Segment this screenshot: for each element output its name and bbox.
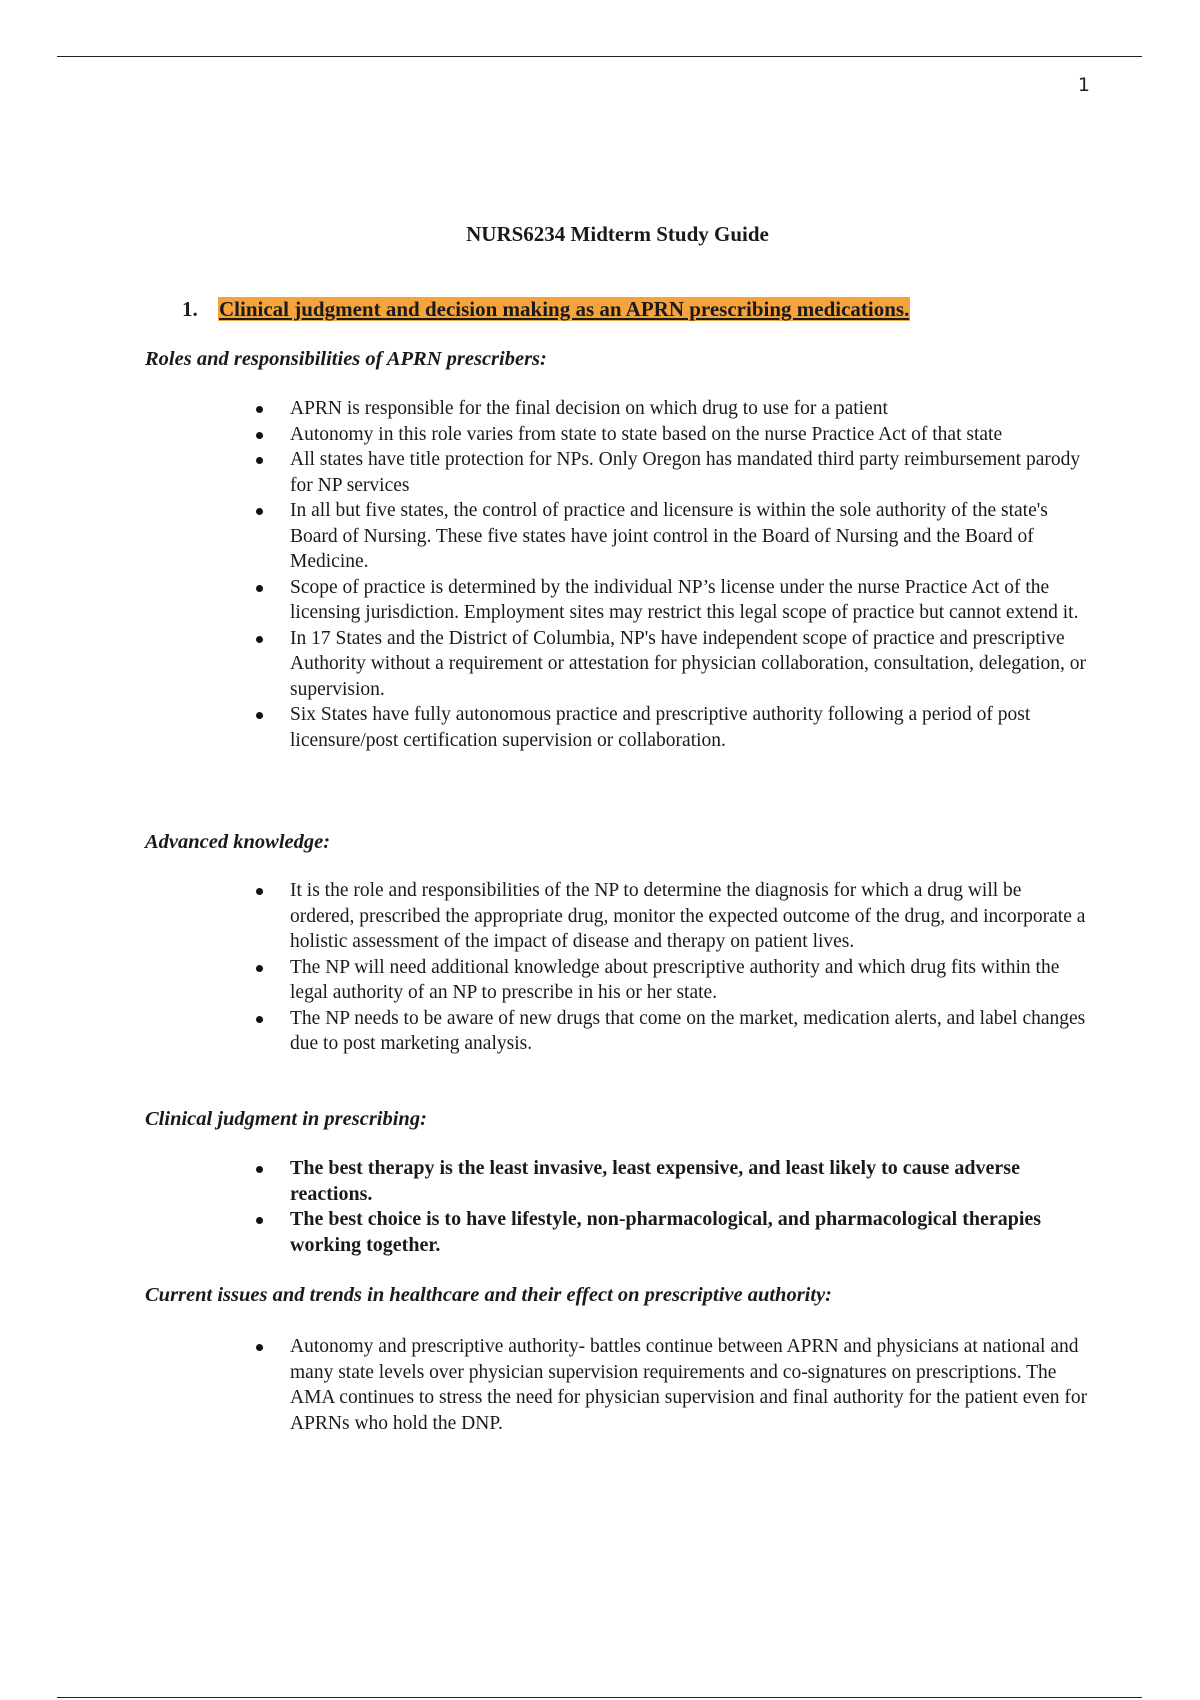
list-item-text: It is the role and responsibilities of the NP to determine the diagnosis for which a drug will be ordered, prescribed the appropriate drug, monitor the expected outcome of the drug, and incorporate a holistic assessment of the impact of disease and therapy on patient lives.	[290, 880, 1086, 952]
list-item-text: Autonomy and prescriptive authority- battles continue between APRN and physicians at national and many state levels over physician supervision requirements and co-signatures on prescriptions. The AMA continues to stress the need for physician supervision and final authority for the patient even for APRNs who hold the DNP.	[290, 1336, 1088, 1434]
list-item	[290, 498, 1090, 575]
footer-rule	[57, 1697, 1142, 1698]
list-item	[290, 1006, 1090, 1057]
bullet-list-advanced-knowledge	[290, 878, 1090, 1057]
header-rule	[57, 56, 1142, 57]
bullet-icon	[256, 636, 263, 643]
topic-highlight-text: Clinical judgment and decision making as an APRN prescribing medications.	[219, 297, 910, 321]
bullet-icon	[256, 1166, 263, 1173]
bullet-icon	[256, 585, 263, 592]
bullet-icon	[256, 457, 263, 464]
list-item	[290, 447, 1090, 498]
list-item	[290, 396, 1090, 422]
bullet-icon	[256, 508, 263, 515]
list-item	[290, 702, 1090, 753]
list-item-text: Scope of practice is determined by the individual NP’s license under the nurse Practice Act of the licensing jurisdiction. Employment sites may restrict this legal scope of practice but cannot extend it.	[290, 576, 1079, 623]
bullet-icon	[256, 888, 263, 895]
list-item-text: All states have title protection for NPs. Only Oregon has mandated third party reimbursement parody for NP services	[290, 449, 1081, 496]
bullet-icon	[256, 1016, 263, 1023]
list-item-text: The NP will need additional knowledge about prescriptive authority and which drug fits within the legal authority of an NP to prescribe in his or her state.	[290, 956, 1060, 1003]
bullet-list-clinical-judgment	[290, 1156, 1090, 1258]
document-title: NURS6234 Midterm Study Guide	[466, 222, 769, 246]
list-item	[290, 878, 1090, 955]
bullet-icon	[256, 965, 263, 972]
list-item-text: In 17 States and the District of Columbia, NP's have independent scope of practice and prescriptive Authority without a requirement or attestation for physician collaboration, consultation, delegation, or supervision.	[290, 627, 1087, 700]
list-item	[290, 955, 1090, 1006]
bullet-icon	[256, 406, 263, 413]
bullet-icon	[256, 1344, 263, 1351]
bullet-list-current-issues	[290, 1334, 1090, 1436]
bullet-icon	[256, 1217, 263, 1224]
list-item	[290, 422, 1090, 448]
list-item	[290, 1207, 1090, 1258]
section-heading-current-issues: Current issues and trends in healthcare and their effect on prescriptive authority:	[145, 1284, 833, 1306]
list-item-text: In all but five states, the control of practice and licensure is within the sole authority of the state's Board of Nursing. These five states have joint control in the Board of Nursing and the Board of Medicine.	[290, 500, 1048, 572]
topic-number: 1.	[182, 297, 198, 321]
section-heading-clinical-judgment: Clinical judgment in prescribing:	[145, 1108, 427, 1130]
bullet-list-roles	[290, 396, 1090, 753]
list-item-text: APRN is responsible for the final decision on which drug to use for a patient	[290, 398, 888, 419]
list-item-text: Six States have fully autonomous practice and prescriptive authority following a period of post licensure/post certification supervision or collaboration.	[290, 704, 1031, 751]
section-heading-advanced-knowledge: Advanced knowledge:	[145, 831, 331, 853]
list-item-text: The best choice is to have lifestyle, non-pharmacological, and pharmacological therapies working together.	[290, 1208, 1042, 1256]
bullet-icon	[256, 432, 263, 439]
list-item-text: Autonomy in this role varies from state to state based on the nurse Practice Act of that state	[290, 423, 1003, 445]
list-item-text: The NP needs to be aware of new drugs that come on the market, medication alerts, and label changes due to post marketing analysis.	[290, 1007, 1086, 1054]
section-heading-roles: Roles and responsibilities of APRN prescribers:	[145, 348, 547, 370]
list-item	[290, 575, 1090, 626]
bullet-icon	[256, 712, 263, 719]
page-number: 1	[1077, 74, 1090, 96]
list-item-text: The best therapy is the least invasive, least expensive, and least likely to cause adverse reactions.	[290, 1157, 1020, 1205]
list-item	[290, 1334, 1090, 1436]
list-item	[290, 1156, 1090, 1207]
topic-heading	[182, 297, 910, 322]
list-item	[290, 626, 1090, 703]
